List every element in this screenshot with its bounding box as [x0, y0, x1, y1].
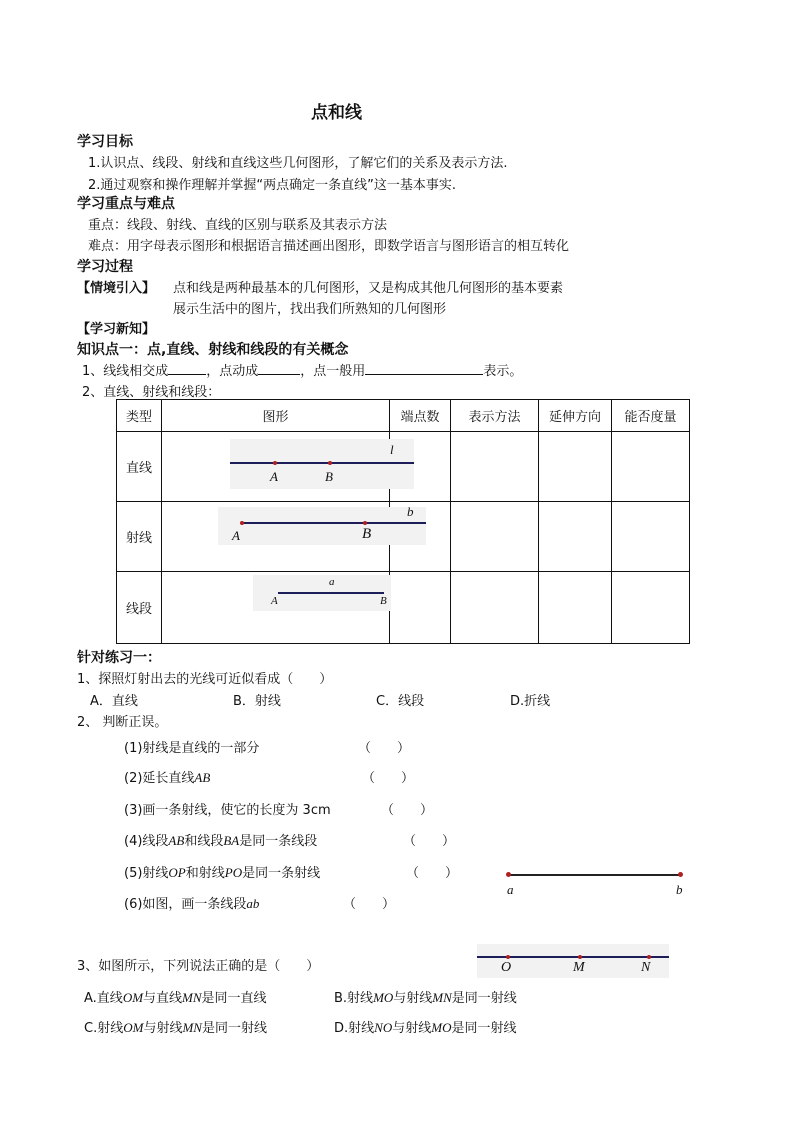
- goals-heading: 学习目标: [77, 134, 133, 150]
- practice-heading: 针对练习一：: [77, 650, 161, 666]
- figure-segment: [162, 572, 390, 644]
- label-m: M: [573, 960, 585, 975]
- label-a: A: [271, 595, 278, 607]
- extension-cell[interactable]: [539, 502, 612, 572]
- judge-item-4: (4)线段AB和线段BA是同一条线段: [124, 833, 318, 849]
- measurable-cell[interactable]: [612, 432, 690, 502]
- keypoints-heading: 学习重点与难点: [77, 196, 175, 212]
- judge-item-5: (5)射线OP和射线PO是同一条射线: [124, 865, 321, 881]
- measurable-cell[interactable]: [612, 572, 690, 644]
- notation-cell[interactable]: [451, 572, 539, 644]
- q3-option-a[interactable]: A.直线OM与直线MN是同一直线: [84, 990, 267, 1006]
- judge-paren-4[interactable]: （ ）: [403, 834, 456, 849]
- intro-text: 点和线是两种最基本的几何图形，又是构成其他几何图形的基本要素: [173, 281, 564, 296]
- point-b: [363, 521, 367, 525]
- practice-question-2: 2、 判断正误。: [77, 715, 168, 730]
- option-a[interactable]: A．直线: [90, 694, 138, 709]
- blank-1[interactable]: [168, 362, 206, 375]
- judge-paren-3[interactable]: （ ）: [381, 803, 434, 818]
- label-ray: b: [407, 504, 414, 519]
- label-a: a: [507, 882, 514, 897]
- figure-omn: [477, 944, 669, 978]
- difficulty-point: 难点：用字母表示图形和根据语言描述画出图形，即数学语言与图形语言的相互转化: [88, 239, 570, 254]
- header-notation: 表示方法: [451, 400, 539, 432]
- option-d[interactable]: D.折线: [510, 694, 551, 709]
- table-question: 2、直线、射线和线段：: [82, 385, 221, 400]
- label-n: N: [641, 960, 651, 975]
- intro-text-2: 展示生活中的图片，找出我们所熟知的几何图形: [173, 302, 447, 317]
- row-type: 直线: [117, 432, 162, 502]
- blank-3[interactable]: [365, 362, 483, 375]
- notation-cell[interactable]: [451, 502, 539, 572]
- judge-paren-6[interactable]: （ ）: [343, 897, 396, 912]
- label-l: l: [390, 442, 394, 457]
- q3-option-d[interactable]: D.射线NO与射线MO是同一射线: [334, 1020, 517, 1036]
- q3-option-c[interactable]: C.射线OM与射线MN是同一射线: [84, 1020, 267, 1036]
- point-o: [506, 955, 510, 959]
- label-b: b: [676, 882, 683, 897]
- judge-item-6: (6)如图，画一条线段ab: [124, 896, 260, 912]
- label-a: A: [232, 528, 240, 543]
- label-b: B: [380, 595, 387, 607]
- figure-ray: [162, 502, 414, 572]
- table-row: [117, 502, 690, 572]
- option-b[interactable]: B．射线: [233, 694, 281, 709]
- new-knowledge-tag: 【学习新知】: [77, 322, 156, 337]
- judge-item-1: (1)射线是直线的一部分: [124, 741, 260, 756]
- process-heading: 学习过程: [77, 259, 133, 275]
- judge-item-2: (2)延长直线AB: [124, 770, 211, 786]
- header-extension: 延伸方向: [539, 400, 612, 432]
- table-row: [117, 432, 690, 502]
- judge-paren-5[interactable]: （ ）: [406, 866, 459, 881]
- label-o: O: [501, 960, 512, 975]
- notation-cell[interactable]: [451, 432, 539, 502]
- figure-segment-ab: [500, 866, 690, 902]
- point-a: [506, 872, 511, 877]
- header-endpoints: 端点数: [390, 400, 451, 432]
- label-b: B: [325, 469, 333, 484]
- intro-tag: 【情境引入】: [77, 281, 156, 296]
- goal-item-2: 2.通过观察和操作理解并掌握“两点确定一条直线”这一基本事实.: [88, 178, 457, 193]
- label-segment: a: [329, 576, 335, 588]
- point-b: [678, 872, 683, 877]
- row-type: 射线: [117, 502, 162, 572]
- figure-line: [162, 432, 394, 502]
- point-m: [578, 955, 582, 959]
- q3-option-b[interactable]: B.射线MO与射线MN是同一射线: [334, 990, 517, 1006]
- goal-item-1: 1.认识点、线段、射线和直线这些几何图形，了解它们的关系及表示方法.: [88, 156, 508, 171]
- key-point: 重点：线段、射线、直线的区别与联系及其表示方法: [88, 218, 388, 233]
- judge-paren-1[interactable]: （ ）: [358, 741, 411, 756]
- header-type: 类型: [117, 400, 162, 432]
- line-types-table: [116, 399, 690, 644]
- row-type: 线段: [117, 572, 162, 644]
- blank-2[interactable]: [258, 362, 300, 375]
- table-row: [117, 572, 690, 644]
- knowledge-heading: 知识点一：点,直线、射线和线段的有关概念: [77, 342, 349, 358]
- practice-question-3: 3、如图所示，下列说法正确的是（ ）: [77, 959, 320, 974]
- endpoints-cell[interactable]: [390, 572, 451, 644]
- label-b: B: [362, 526, 372, 542]
- judge-item-3: (3)画一条射线，使它的长度为 3cm: [124, 803, 331, 818]
- practice-question-1: 1、探照灯射出去的光线可近似看成（ ）: [77, 672, 333, 687]
- point-a: [240, 521, 244, 525]
- fill-in-question: 1、线线相交成 ，点动成 ，点一般用 表示。: [82, 364, 523, 379]
- extension-cell[interactable]: [539, 572, 612, 644]
- extension-cell[interactable]: [539, 432, 612, 502]
- point-a: [273, 461, 277, 465]
- judge-paren-2[interactable]: （ ）: [362, 771, 415, 786]
- header-measurable: 能否度量: [612, 400, 690, 432]
- measurable-cell[interactable]: [612, 502, 690, 572]
- page-title: 点和线: [311, 103, 362, 123]
- point-n: [647, 955, 651, 959]
- header-figure: 图形: [162, 400, 390, 432]
- option-c[interactable]: C．线段: [376, 694, 425, 709]
- point-b: [328, 461, 332, 465]
- label-a: A: [270, 469, 278, 484]
